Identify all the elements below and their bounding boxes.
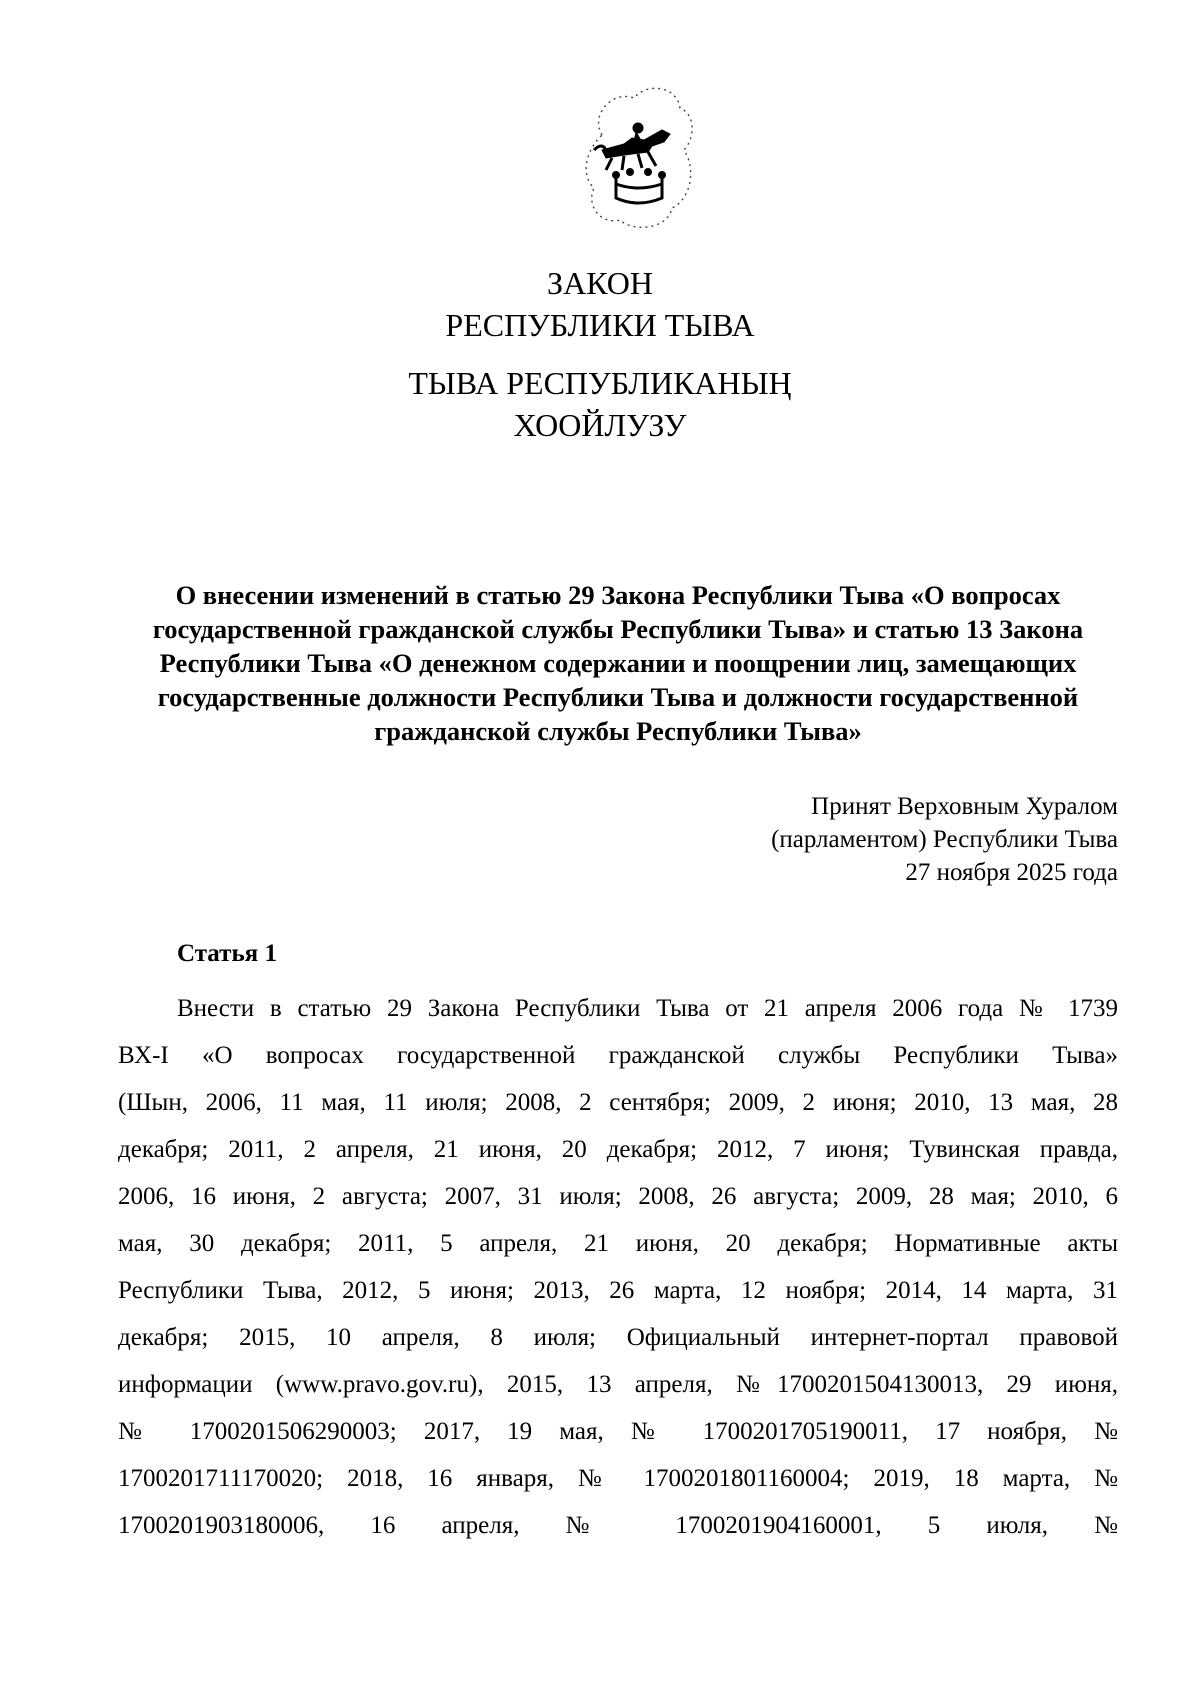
- law-heading-russian: [0, 262, 1200, 346]
- article-line: 1700201903180006, 16 апреля, № 1700201904160001, 5 июля, №: [118, 1512, 1118, 1539]
- article-body: [118, 985, 1118, 1549]
- coat-of-arms-tuva-icon: [572, 80, 702, 240]
- article-line: декабря; 2015, 10 апреля, 8 июля; Официальный интернет-портал правовой: [118, 1324, 1118, 1351]
- law-label-tyv: ХООЙЛУЗУ: [513, 407, 687, 443]
- article-line: ВХ-I «О вопросах государственной гражданской службы Республики Тыва»: [118, 1042, 1118, 1069]
- adoption-date: 27 ноября 2025 года: [905, 859, 1118, 886]
- law-label-ru: ЗАКОН: [547, 265, 653, 301]
- article-line: декабря; 2011, 2 апреля, 21 июня, 20 декабря; 2012, 7 июня; Тувинская правда,: [118, 1136, 1118, 1163]
- article-line: мая, 30 декабря; 2011, 5 апреля, 21 июня, 20 декабря; Нормативные акты: [118, 1230, 1118, 1257]
- article-line: (Шын, 2006, 11 мая, 11 июля; 2008, 2 сентября; 2009, 2 июня; 2010, 13 мая, 28: [118, 1089, 1118, 1116]
- article-line: Республики Тыва, 2012, 5 июня; 2013, 26 марта, 12 ноября; 2014, 14 марта, 31: [118, 1277, 1118, 1304]
- adoption-line-2: (парламентом) Республики Тыва: [771, 826, 1118, 853]
- adoption-note: [771, 790, 1118, 889]
- adoption-line-1: Принят Верховным Хуралом: [811, 793, 1118, 820]
- law-title: О внесении изменений в статью 29 Закона Республики Тыва «О вопросах государственной гражданской службы Республики Тыва» и статью 13 Закона Республики Тыва «О денежном содержании и поощрении лиц, замещающих государственные должности Республики Тыва и должности государственной гражданской службы Республики Тыва»: [152, 580, 1084, 746]
- article-heading: Статья 1: [177, 940, 277, 967]
- republic-name-ru: РЕСПУБЛИКИ ТЫВА: [445, 307, 755, 343]
- article-line: № 1700201506290003; 2017, 19 мая, № 1700201705190011, 17 ноября, №: [118, 1418, 1118, 1445]
- article-line: 2006, 16 июня, 2 августа; 2007, 31 июля; 2008, 26 августа; 2009, 28 мая; 2010, 6: [118, 1183, 1118, 1210]
- article-line: Внести в статью 29 Закона Республики Тыва от 21 апреля 2006 года № 1739: [177, 995, 1118, 1022]
- republic-name-tyv: ТЫВА РЕСПУБЛИКАНЫҢ: [408, 365, 792, 401]
- article-line: 1700201711170020; 2018, 16 января, № 1700201801160004; 2019, 18 марта, №: [118, 1465, 1118, 1492]
- law-heading-tuvan: [0, 362, 1200, 446]
- article-line: информации (www.pravo.gov.ru), 2015, 13 апреля, №1700201504130013, 29 июня,: [118, 1371, 1118, 1398]
